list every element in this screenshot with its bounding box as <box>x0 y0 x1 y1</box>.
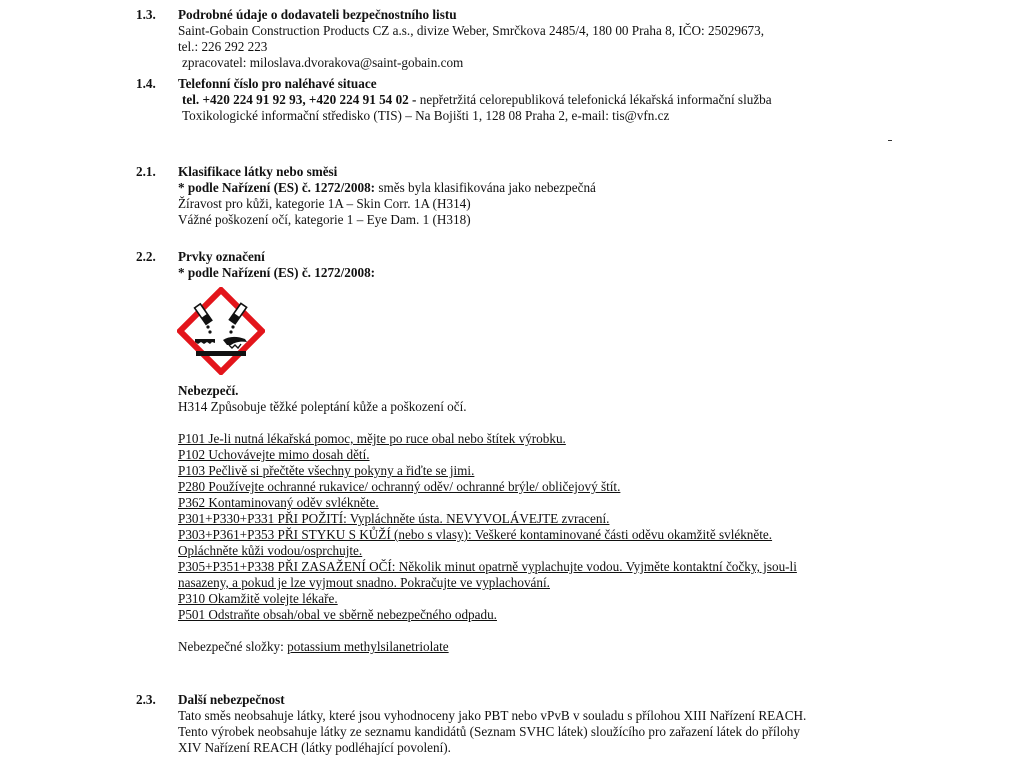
p-statement: P101 Je-li nutná lékařská pomoc, mějte po ruce obal nebo štítek výrobku. <box>178 431 566 446</box>
tis-line: Toxikologické informační středisko (TIS) – Na Bojišti 1, 128 08 Praha 2, e-mail: tis@vfn.cz <box>182 108 670 123</box>
components-label: Nebezpečné složky: <box>178 639 288 654</box>
svhc-statement-cont: XIV Nařízení REACH (látky podléhající povolení). <box>178 740 451 755</box>
regulation-ref: * podle Nařízení (ES) č. 1272/2008: <box>178 265 376 280</box>
svhc-statement: Tento výrobek neobsahuje látky ze seznamu kandidátů (Seznam SVHC látek) sloužícího pro zařazení látek do přílohy <box>178 724 800 739</box>
section-title: Podrobné údaje o dodavateli bezpečnostního listu <box>178 7 457 22</box>
supplier-line: Saint-Gobain Construction Products CZ a.s., divize Weber, Smrčkova 2485/4, 180 00 Praha 8, IČO: 25029673, <box>178 23 765 38</box>
p-statement: P501 Odstraňte obsah/obal ve sběrně nebezpečného odpadu. <box>178 607 497 622</box>
eye-damage: Vážné poškození očí, kategorie 1 – Eye Dam. 1 (H318) <box>178 212 471 227</box>
section-title: Klasifikace látky nebo směsi <box>178 164 338 179</box>
section-title: Telefonní číslo pro naléhavé situace <box>178 76 377 91</box>
section-title: Prvky označení <box>178 249 265 264</box>
section-number: 1.4. <box>136 76 156 91</box>
phone-numbers: tel. +420 224 91 92 93, +420 224 91 54 02 - <box>182 92 417 107</box>
components-value: potassium methylsilanetriolate <box>287 639 449 654</box>
supplier-phone: tel.: 226 292 223 <box>178 39 268 54</box>
p-statement: Opláchněte kůži vodou/osprchujte. <box>178 543 363 558</box>
p-statement: nasazeny, a pokud je lze vyjmout snadno. Pokračujte ve vyplachování. <box>178 575 550 590</box>
section-number: 2.3. <box>136 692 156 707</box>
p-statement: P303+P361+P353 PŘI STYKU S KŮŽÍ (nebo s vlasy): Veškeré kontaminované části oděvu okamžitě svlékněte. <box>178 527 773 542</box>
p-statement: P103 Pečlivě si přečtěte všechny pokyny a řiďte se jimi. <box>178 463 475 478</box>
section-number: 1.3. <box>136 7 156 22</box>
hazard-statement: H314 Způsobuje těžké poleptání kůže a poškození očí. <box>178 399 467 414</box>
p-statement: P102 Uchovávejte mimo dosah dětí. <box>178 447 370 462</box>
p-statement: P301+P330+P331 PŘI POŽITÍ: Vypláchněte ústa. NEVYVOLÁVEJTE zvracení. <box>178 511 610 526</box>
phone-description: nepřetržitá celorepubliková telefonická lékařská informační služba <box>416 92 772 107</box>
classification-text: směs byla klasifikována jako nebezpečná <box>375 180 596 195</box>
signal-word: Nebezpečí. <box>178 383 239 398</box>
emergency-phones <box>178 92 964 108</box>
classification-line <box>178 180 964 196</box>
p-statement: P280 Používejte ochranné rukavice/ ochranný oděv/ ochranné brýle/ obličejový štít. <box>178 479 621 494</box>
p-statement: P310 Okamžitě volejte lékaře. <box>178 591 338 606</box>
skin-corrosion: Žíravost pro kůži, kategorie 1A – Skin Corr. 1A (H314) <box>178 196 471 211</box>
divider-mark <box>888 140 892 141</box>
p-statement: P305+P351+P338 PŘI ZASAŽENÍ OČÍ: Několik minut opatrně vyplachujte vodou. Vyjměte kontaktní čočky, jsou-li <box>178 559 797 574</box>
p-statement: P362 Kontaminovaný oděv svlékněte. <box>178 495 379 510</box>
section-number: 2.2. <box>136 249 156 264</box>
section-title: Další nebezpečnost <box>178 692 285 707</box>
section-number: 2.1. <box>136 164 156 179</box>
regulation-ref: * podle Nařízení (ES) č. 1272/2008: <box>178 180 376 195</box>
pbt-statement: Tato směs neobsahuje látky, které jsou vyhodnoceny jako PBT nebo vPvB v souladu s přílohou XIII Nařízení REACH. <box>178 708 807 723</box>
processor-email: zpracovatel: miloslava.dvorakova@saint-gobain.com <box>182 55 464 70</box>
corrosion-pictogram-icon <box>177 287 265 375</box>
hazardous-components <box>178 639 964 655</box>
